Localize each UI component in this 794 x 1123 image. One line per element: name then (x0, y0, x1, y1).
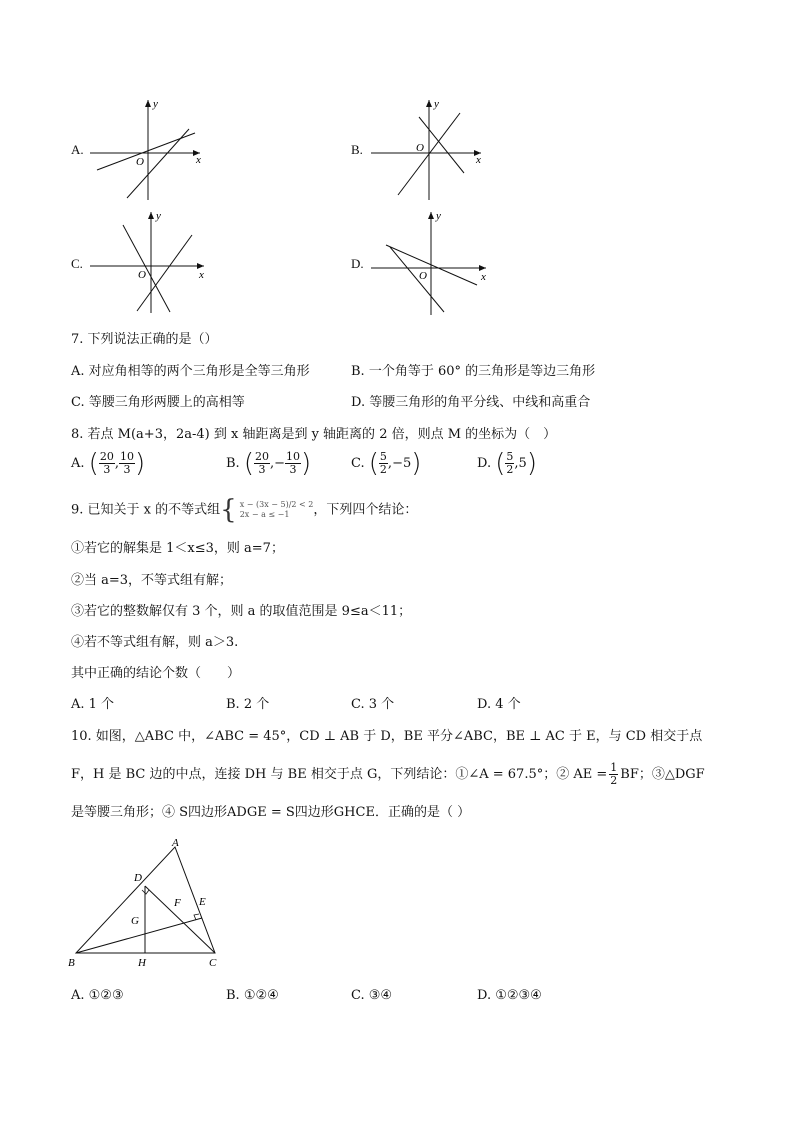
q8-option-b[interactable]: B. ( $\frac{20}{3}$ ,− $\frac{10}{3}$ ) (226, 448, 312, 479)
q10-option-c[interactable]: C. ③④ (351, 988, 393, 1003)
origin-label: O (138, 269, 146, 281)
vertex-label-c: C (209, 957, 217, 969)
y-axis-label: y (153, 98, 158, 110)
q7-option-a[interactable]: A. 对应角相等的两个三角形是全等三角形 (71, 364, 310, 379)
vertex-label-b: B (68, 957, 75, 969)
point-label-e: E (199, 896, 206, 908)
origin-label: O (136, 156, 144, 168)
graph-a (85, 95, 215, 205)
option-d-label: D. (351, 256, 364, 271)
x-axis-label: x (199, 269, 204, 281)
q10-option-d[interactable]: D. ①②③④ (477, 988, 542, 1003)
q9-option-c[interactable]: C. 3 个 (351, 697, 395, 712)
q9-question: 其中正确的结论个数（ ） (71, 666, 241, 681)
q7-option-c[interactable]: C. 等腰三角形两腰上的高相等 (71, 395, 245, 410)
x-axis-label: x (476, 154, 481, 166)
q9-option-d[interactable]: D. 4 个 (477, 697, 521, 712)
q10-option-a[interactable]: A. ①②③ (71, 988, 124, 1003)
q8-option-d[interactable]: D. ( $\frac{5}{2}$ ,5) (477, 448, 537, 479)
q10-line-3: 是等腰三角形；④ S四边形ADGE = S四边形GHCE．正确的是（ ） (71, 805, 471, 820)
q10-line-2: F，H 是 BC 边的中点，连接 DH 与 BE 相交于点 G，下列结论：①∠A = 67.5°；② AE = $\frac{1}{2}$ BF；③△DGF (71, 761, 705, 787)
option-a-label: A. (71, 142, 84, 157)
q9-statement-1: ①若它的解集是 1＜x≤3，则 a=7； (71, 541, 284, 556)
triangle-figure (66, 835, 236, 980)
q8-stem: 8. 若点 M(a+3，2a-4) 到 x 轴距离是到 y 轴距离的 2 倍，则点 M 的坐标为（ ） (71, 427, 557, 442)
y-axis-label: y (436, 210, 441, 222)
origin-label: O (419, 270, 427, 282)
origin-label: O (416, 142, 424, 154)
point-label-g: G (131, 915, 139, 927)
option-c-label: C. (71, 256, 83, 271)
q8-option-c[interactable]: C. ( $\frac{5}{2}$ ,−5) (351, 448, 422, 479)
q9-option-b[interactable]: B. 2 个 (226, 697, 270, 712)
y-axis-label: y (156, 210, 161, 222)
x-axis-label: x (196, 154, 201, 166)
q8-option-a[interactable]: A. ( $\frac{20}{3}$ , $\frac{10}{3}$ ) (71, 448, 146, 479)
q7-option-d[interactable]: D. 等腰三角形的角平分线、中线和高重合 (351, 395, 591, 410)
vertex-label-a: A (172, 837, 179, 849)
graph-c (87, 207, 217, 317)
x-axis-label: x (481, 271, 486, 283)
q9-option-a[interactable]: A. 1 个 (71, 697, 115, 712)
y-axis-label: y (434, 98, 439, 110)
q7-stem: 7. 下列说法正确的是（） (71, 332, 218, 347)
q9-statement-4: ④若不等式组有解，则 a＞3. (71, 635, 239, 650)
option-b-label: B. (351, 142, 363, 157)
q9-statement-3: ③若它的整数解仅有 3 个，则 a 的取值范围是 9≤a＜11； (71, 604, 412, 619)
q7-option-b[interactable]: B. 一个角等于 60° 的三角形是等边三角形 (351, 364, 596, 379)
graph-d (368, 207, 498, 317)
graph-b (368, 95, 498, 205)
q9-stem: 9. 已知关于 x 的不等式组{ x − (3x − 5)/2 < 2 2x − a ≤ −1 ，下列四个结论： (71, 495, 418, 525)
point-label-h: H (138, 957, 146, 969)
point-label-f: F (174, 897, 181, 909)
q10-option-b[interactable]: B. ①②④ (226, 988, 279, 1003)
point-label-d: D (134, 872, 142, 884)
q9-statement-2: ②当 a=3，不等式组有解； (71, 573, 233, 588)
q10-line-1: 10. 如图，△ABC 中，∠ABC = 45°，CD ⊥ AB 于 D，BE 平分∠ABC，BE ⊥ AC 于 E，与 CD 相交于点 (71, 729, 703, 744)
inequality-system: x − (3x − 5)/2 < 2 2x − a ≤ −1 (239, 500, 314, 519)
